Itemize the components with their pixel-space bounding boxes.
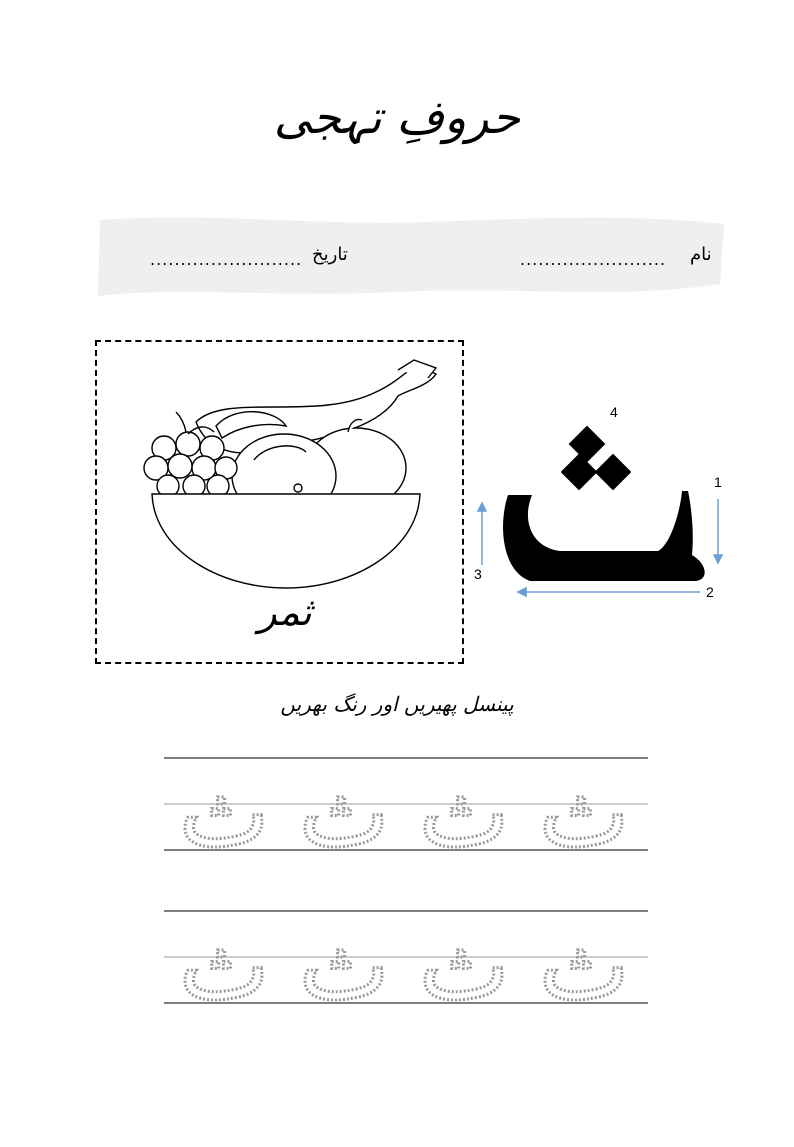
letter-dot [561,454,598,491]
trace-letter: ث [418,910,510,1015]
date-label: تاریخ [312,244,348,265]
picture-word: ثمر [258,590,312,634]
letter-stroke-diagram [470,395,770,615]
trace-letter: ث [418,757,510,862]
trace-letter: ث [298,757,390,862]
trace-letter: ث [538,757,630,862]
trace-letter: ث [298,910,390,1015]
trace-letter: ث [538,910,630,1015]
stroke-number-1: 1 [714,474,722,490]
stroke-number-3: 3 [474,566,482,582]
tracing-row-2[interactable] [160,905,652,1015]
name-label: نام [690,244,712,265]
name-field[interactable]: ........................ [520,250,667,269]
stroke-number-2: 2 [706,584,714,600]
instruction-text: پینسل پھیریں اور رنگ بھریں [280,692,514,716]
letter-dot [595,454,632,491]
fruit-bowl-image[interactable] [136,352,442,592]
trace-letter: ث [178,910,270,1015]
letter-body [503,491,705,581]
trace-letter: ث [178,757,270,862]
letter-dot [569,426,606,463]
date-field[interactable]: ......................... [150,250,303,269]
stroke-number-4: 4 [610,404,618,420]
page-title: حروفِ تہجی [273,90,521,144]
tracing-row-1[interactable] [160,752,652,862]
